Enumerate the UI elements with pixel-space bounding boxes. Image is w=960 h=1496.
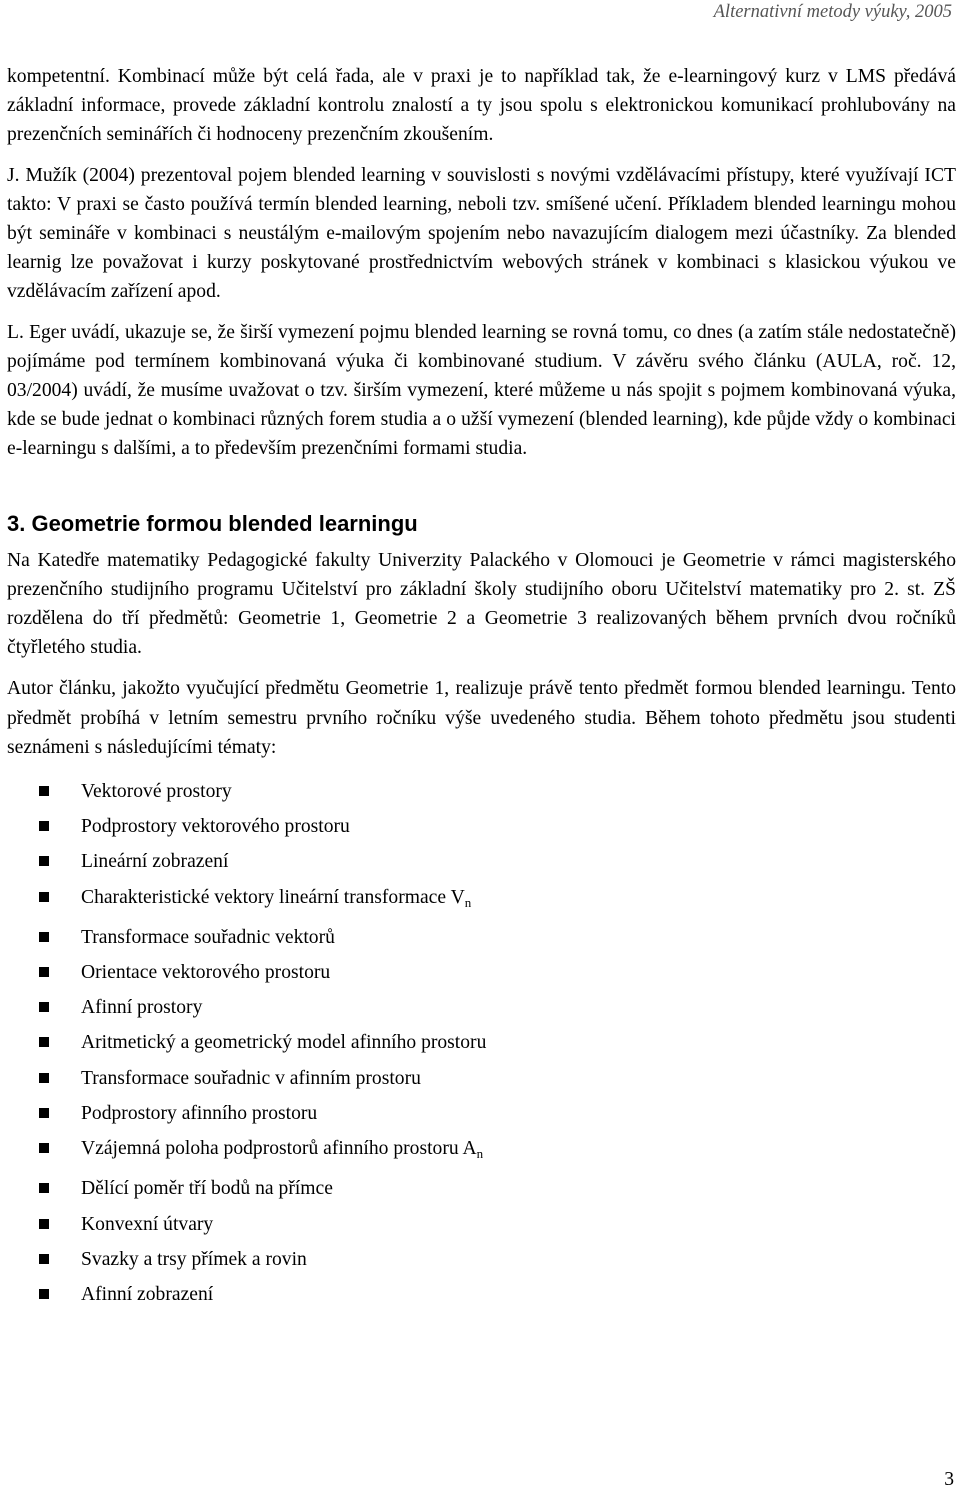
topic-list: [7, 774, 956, 1312]
square-bullet-icon: [39, 1108, 49, 1118]
square-bullet-icon: [39, 1219, 49, 1229]
topic-label: Orientace vektorového prostoru: [81, 962, 331, 984]
square-bullet-icon: [39, 1289, 49, 1299]
topic-label: Transformace souřadnic v afinním prostoru: [81, 1067, 421, 1089]
topic-label: Afinní zobrazení: [81, 1283, 214, 1305]
paragraph-1: kompetentní. Kombinací může být celá řada, ale v praxi je to například tak, že e-learningový kurz v LMS předává základní informace, provede základní kontrolu znalostí a ty jsou spolu s elektronickou komunikací prohlubovány na prezenčních seminářích či hodnoceny prezenčním zkoušením.: [7, 66, 956, 146]
topic-item: [39, 1096, 956, 1131]
topic-label: Vzájemná poloha podprostorů afinního prostoru A: [81, 1138, 477, 1160]
topic-label: Podprostory vektorového prostoru: [81, 816, 350, 838]
topic-label: Afinní prostory: [81, 997, 203, 1019]
paragraph-3: L. Eger uvádí, ukazuje se, že širší vymezení pojmu blended learning se rovná tomu, co dnes (a zatím stále nedostatečně) pojímáme pod termínem kombinovaná výuka či kombinované studium. V závěru svého článku (AULA, roč. 12, 03/2004) uvádí, že musíme uvažovat o tzv. širším vymezení, které můžeme u nás spojit s pojmem kombinovaná výuka, kde se bude jednat o kombinaci různých forem studia a o užší vymezení (blended learning), kde půjde vždy o kombinaci e-learningu s dalšími, a to především prezenčními formami studia.: [7, 321, 956, 460]
square-bullet-icon: [39, 1073, 49, 1083]
square-bullet-icon: [39, 967, 49, 977]
subscript: n: [464, 894, 472, 910]
topic-label: Konvexní útvary: [81, 1213, 214, 1235]
square-bullet-icon: [39, 932, 49, 942]
topic-item: [39, 1207, 956, 1242]
running-header: Alternativní metody výuky, 2005: [713, 2, 952, 22]
topic-item: [39, 880, 956, 920]
square-bullet-icon: [39, 1143, 49, 1153]
section-paragraph-1: Na Katedře matematiky Pedagogické fakulty Univerzity Palackého v Olomouci je Geometrie v rámci magisterského prezenčního studijního programu Učitelství pro základní školy studijního oboru Učitelství matematiky pro 2. st. ZŠ rozdělena do tří předmětů: Geometrie 1, Geometrie 2 a Geometrie 3 realizovaných během prvních dvou ročníků čtyřletého studia.: [7, 549, 956, 659]
topic-label: Charakteristické vektory lineární transformace V: [81, 886, 465, 908]
topic-label: Lineární zobrazení: [81, 851, 229, 873]
square-bullet-icon: [39, 1002, 49, 1012]
paragraph-2: J. Mužík (2004) prezentoval pojem blended learning v souvislosti s novými vzdělávacími přístupy, které využívají ICT takto: V praxi se často používá termín blended learning, neboli tzv. smíšené učení. Příkladem blended learningu mohou být semináře v kombinaci s neustálým e-mailovým spojením nebo navazujícím dialogem mezi účastníky. Za blended learnig lze považovat i kurzy poskytované prostřednictvím webových stránek v kombinaci s klasickou výukou ve vzdělávacím zařízení apod.: [7, 164, 956, 303]
topic-item: [39, 990, 956, 1025]
topic-item: [39, 774, 956, 809]
topic-item: [39, 1277, 956, 1312]
square-bullet-icon: [39, 856, 49, 866]
topic-item: [39, 844, 956, 879]
topic-item: [39, 920, 956, 955]
topic-label: Vektorové prostory: [81, 781, 232, 803]
topic-label: Svazky a trsy přímek a rovin: [81, 1248, 307, 1270]
topic-item: [39, 1171, 956, 1206]
page-content: [7, 62, 956, 1312]
subscript: n: [476, 1146, 484, 1162]
square-bullet-icon: [39, 1037, 49, 1047]
section-heading: 3. Geometrie formou blended learningu: [7, 510, 418, 536]
topic-item: [39, 955, 956, 990]
square-bullet-icon: [39, 892, 49, 902]
topic-item: [39, 1242, 956, 1277]
square-bullet-icon: [39, 1183, 49, 1193]
topic-label: Transformace souřadnic vektorů: [81, 926, 335, 948]
square-bullet-icon: [39, 821, 49, 831]
square-bullet-icon: [39, 1254, 49, 1264]
page-number: 3: [944, 1469, 954, 1490]
topic-item: [39, 1025, 956, 1060]
topic-item: [39, 809, 956, 844]
square-bullet-icon: [39, 786, 49, 796]
topic-label: Podprostory afinního prostoru: [81, 1102, 318, 1124]
section-paragraph-2: Autor článku, jakožto vyučující předmětu Geometrie 1, realizuje právě tento předmět formou blended learningu. Tento předmět probíhá v letním semestru prvního ročníku výše uvedeného studia. Během tohoto předmětu jsou studenti seznámeni s následujícími tématy:: [7, 678, 956, 758]
topic-label: Aritmetický a geometrický model afinního prostoru: [81, 1032, 487, 1054]
topic-label: Dělící poměr tří bodů na přímce: [81, 1178, 333, 1200]
topic-item: [39, 1061, 956, 1096]
topic-item: [39, 1131, 956, 1171]
